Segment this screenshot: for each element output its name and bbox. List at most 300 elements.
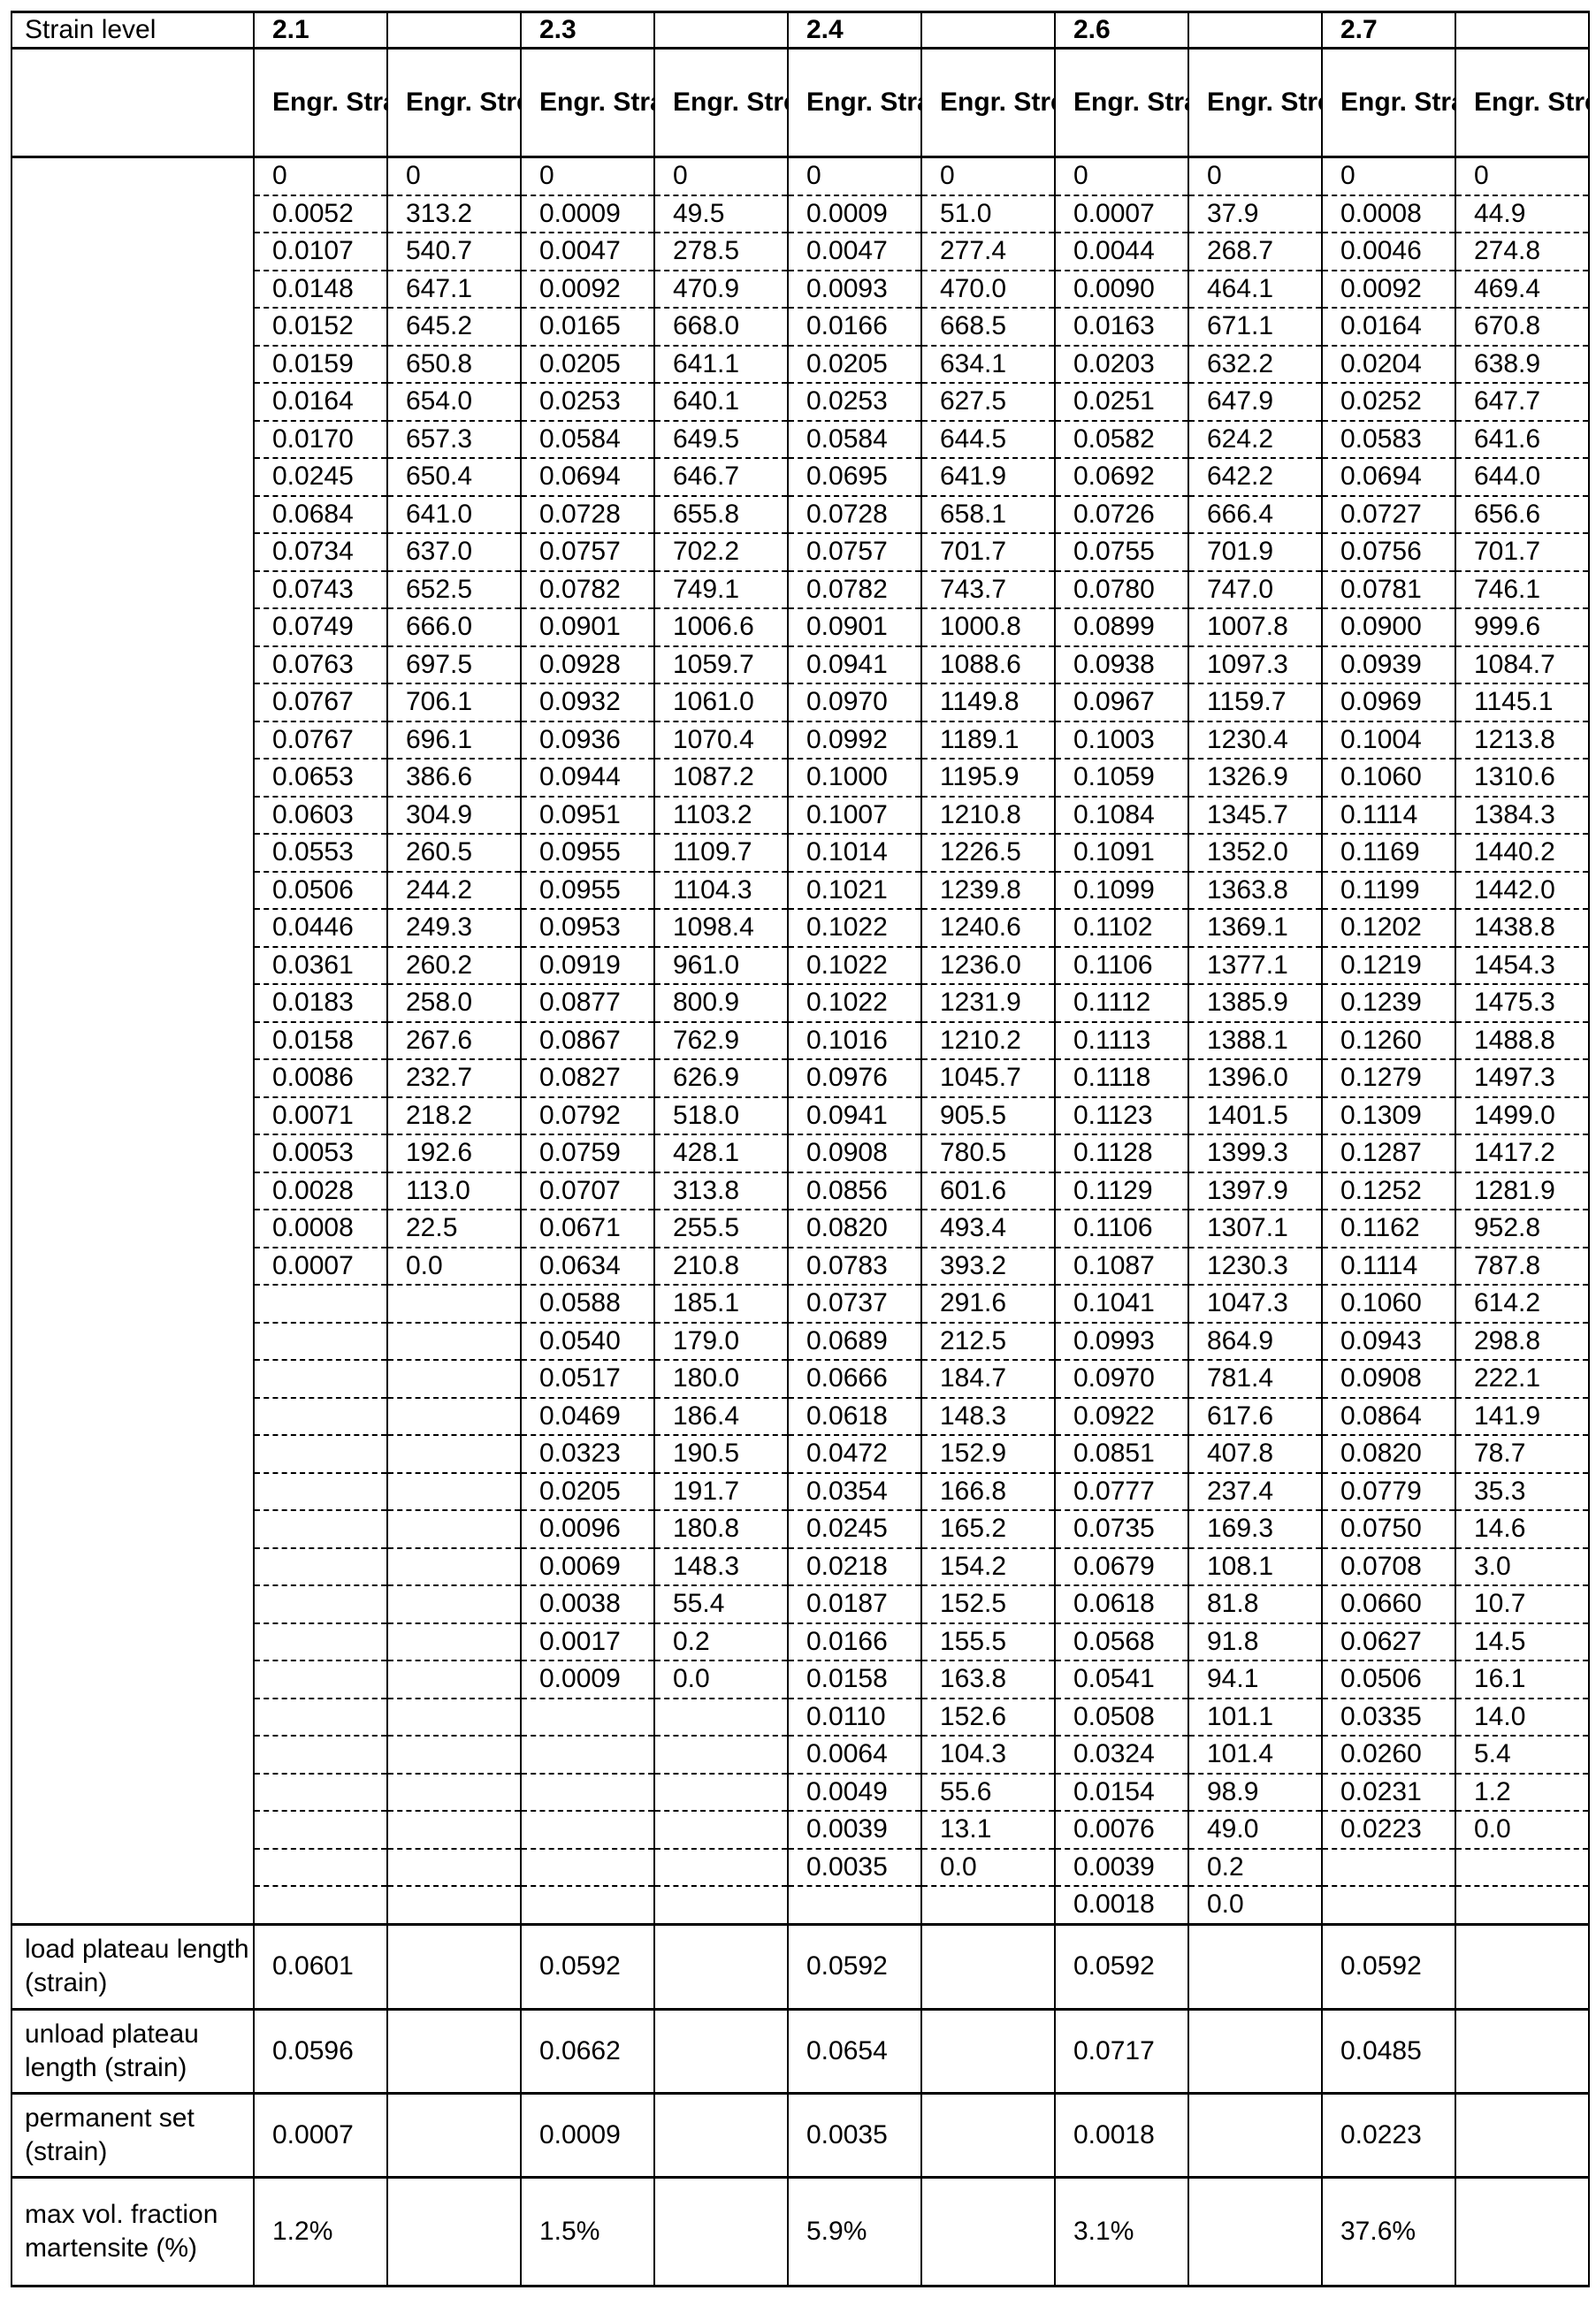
stress-cell: 186.4 — [654, 1398, 788, 1436]
strain-cell — [254, 1435, 387, 1473]
strain-level-label: Strain level — [11, 12, 254, 49]
stress-cell: 671.1 — [1188, 308, 1322, 346]
summary-label: load plateau length (strain) — [11, 1924, 254, 2009]
stress-cell: 255.5 — [654, 1210, 788, 1248]
stress-cell: 1310.6 — [1455, 759, 1589, 797]
summary-row — [11, 1924, 1589, 2009]
strain-cell: 0.0251 — [1055, 383, 1188, 421]
strain-cell: 0.0096 — [521, 1510, 654, 1548]
strain-cell: 0.0009 — [521, 195, 654, 233]
stress-cell: 0.2 — [654, 1623, 788, 1661]
stress-cell: 644.0 — [1455, 458, 1589, 496]
strain-cell: 0.1279 — [1322, 1059, 1455, 1097]
strain-cell: 0.0919 — [521, 947, 654, 985]
strain-level-value: 2.1 — [254, 12, 387, 49]
stress-cell: 638.9 — [1455, 346, 1589, 384]
stress-cell: 1007.8 — [1188, 608, 1322, 646]
strain-cell: 0.0204 — [1322, 346, 1455, 384]
strain-cell: 0.0666 — [788, 1360, 921, 1398]
stress-cell: 22.5 — [387, 1210, 521, 1248]
stress-cell: 666.4 — [1188, 496, 1322, 534]
strain-cell: 0.0183 — [254, 984, 387, 1022]
stress-cell: 0.0 — [387, 1248, 521, 1286]
stress-cell: 14.6 — [1455, 1510, 1589, 1548]
stress-cell: 148.3 — [654, 1548, 788, 1586]
stress-cell: 1098.4 — [654, 909, 788, 947]
strain-cell: 0.0970 — [788, 683, 921, 721]
stress-cell: 1239.8 — [921, 872, 1055, 910]
stress-cell: 0.0 — [921, 1849, 1055, 1887]
strain-cell: 0.1007 — [788, 797, 921, 835]
stress-cell: 641.0 — [387, 496, 521, 534]
stress-cell: 180.8 — [654, 1510, 788, 1548]
stress-cell: 1438.8 — [1455, 909, 1589, 947]
strain-cell: 0.0734 — [254, 533, 387, 571]
strain-cell: 0.0588 — [521, 1285, 654, 1323]
stress-cell: 1088.6 — [921, 646, 1055, 684]
stress-cell: 493.4 — [921, 1210, 1055, 1248]
strain-cell: 0.0955 — [521, 834, 654, 872]
stress-cell: 1384.3 — [1455, 797, 1589, 835]
strain-cell: 0.0944 — [521, 759, 654, 797]
stress-cell: 656.6 — [1455, 496, 1589, 534]
empty-cell — [921, 2093, 1055, 2177]
stress-cell: 232.7 — [387, 1059, 521, 1097]
strain-cell: 0.0939 — [1322, 646, 1455, 684]
stress-cell: 104.3 — [921, 1736, 1055, 1774]
strain-cell: 0.0782 — [521, 571, 654, 609]
empty-cell — [387, 2093, 521, 2177]
stress-cell: 1149.8 — [921, 683, 1055, 721]
strain-cell: 0.0908 — [1322, 1360, 1455, 1398]
stress-cell: 747.0 — [1188, 571, 1322, 609]
stress-cell: 166.8 — [921, 1473, 1055, 1511]
strain-cell: 0.0908 — [788, 1134, 921, 1172]
strain-cell: 0.0187 — [788, 1585, 921, 1623]
empty-cell — [1188, 12, 1322, 49]
stress-cell: 91.8 — [1188, 1623, 1322, 1661]
stress-cell: 141.9 — [1455, 1398, 1589, 1436]
stress-cell: 1240.6 — [921, 909, 1055, 947]
strain-cell: 0.0047 — [521, 233, 654, 271]
strain-cell: 0.0166 — [788, 1623, 921, 1661]
strain-cell: 0.0039 — [788, 1811, 921, 1849]
stress-cell: 13.1 — [921, 1811, 1055, 1849]
strain-cell: 0.0007 — [254, 1248, 387, 1286]
stress-cell: 278.5 — [654, 233, 788, 271]
stress-cell: 3.0 — [1455, 1548, 1589, 1586]
strain-cell: 0.0165 — [521, 308, 654, 346]
stress-cell: 1230.3 — [1188, 1248, 1322, 1286]
stress-cell: 641.6 — [1455, 421, 1589, 459]
strain-cell: 0.0028 — [254, 1172, 387, 1210]
stress-cell: 624.2 — [1188, 421, 1322, 459]
stress-cell — [387, 1623, 521, 1661]
strain-cell: 0.0090 — [1055, 271, 1188, 309]
strain-cell: 0.1022 — [788, 947, 921, 985]
stress-cell: 601.6 — [921, 1172, 1055, 1210]
stress-cell: 696.1 — [387, 721, 521, 760]
strain-cell: 0.1060 — [1322, 1285, 1455, 1323]
stress-cell: 55.4 — [654, 1585, 788, 1623]
strain-cell: 0.0064 — [788, 1736, 921, 1774]
strain-cell: 0.0039 — [1055, 1849, 1188, 1887]
empty-cell — [1455, 12, 1589, 49]
stress-cell — [921, 1886, 1055, 1924]
stress-cell: 1213.8 — [1455, 721, 1589, 760]
stress-cell: 49.0 — [1188, 1811, 1322, 1849]
empty-cell — [654, 2009, 788, 2093]
strain-cell: 0.0899 — [1055, 608, 1188, 646]
stress-cell: 1236.0 — [921, 947, 1055, 985]
stress-cell: 746.1 — [1455, 571, 1589, 609]
stress-cell: 98.9 — [1188, 1774, 1322, 1812]
column-header-stress: Engr. Str — [654, 49, 788, 157]
empty-cell — [654, 1924, 788, 2009]
stress-cell: 1397.9 — [1188, 1172, 1322, 1210]
strain-cell: 0.0827 — [521, 1059, 654, 1097]
empty-cell — [921, 12, 1055, 49]
stress-cell: 1087.2 — [654, 759, 788, 797]
strain-cell: 0.0154 — [1055, 1774, 1188, 1812]
stress-cell: 108.1 — [1188, 1548, 1322, 1586]
strain-cell: 0.0260 — [1322, 1736, 1455, 1774]
stress-cell: 304.9 — [387, 797, 521, 835]
stress-cell: 1210.8 — [921, 797, 1055, 835]
empty-cell — [1188, 2093, 1322, 2177]
stress-cell: 0 — [1188, 157, 1322, 195]
strain-cell: 0.0953 — [521, 909, 654, 947]
strain-cell: 0.1199 — [1322, 872, 1455, 910]
summary-value: 0.0654 — [788, 2009, 921, 2093]
summary-value: 0.0007 — [254, 2093, 387, 2177]
strain-cell: 0.0018 — [1055, 1886, 1188, 1924]
stress-cell: 291.6 — [921, 1285, 1055, 1323]
stress-cell: 780.5 — [921, 1134, 1055, 1172]
stress-cell: 0.2 — [1188, 1849, 1322, 1887]
stress-cell: 163.8 — [921, 1661, 1055, 1699]
empty-cell — [654, 2093, 788, 2177]
stress-cell: 1006.6 — [654, 608, 788, 646]
stress-cell: 148.3 — [921, 1398, 1055, 1436]
strain-cell — [254, 1548, 387, 1586]
strain-cell — [254, 1661, 387, 1699]
empty-cell — [1455, 1924, 1589, 2009]
strain-cell: 0.0047 — [788, 233, 921, 271]
stress-cell: 94.1 — [1188, 1661, 1322, 1699]
strain-cell: 0.1003 — [1055, 721, 1188, 760]
stress-cell: 654.0 — [387, 383, 521, 421]
stress-cell: 237.4 — [1188, 1473, 1322, 1511]
summary-value: 0.0018 — [1055, 2093, 1188, 2177]
strain-cell — [254, 1849, 387, 1887]
empty-cell — [1455, 2093, 1589, 2177]
strain-cell: 0.0851 — [1055, 1435, 1188, 1473]
strain-cell: 0.0049 — [788, 1774, 921, 1812]
strain-cell: 0.0159 — [254, 346, 387, 384]
strain-cell: 0.0820 — [1322, 1435, 1455, 1473]
strain-cell: 0.0707 — [521, 1172, 654, 1210]
stress-cell — [387, 1473, 521, 1511]
stress-cell: 702.2 — [654, 533, 788, 571]
stress-cell: 1454.3 — [1455, 947, 1589, 985]
column-header-stress: Engr. Str — [1455, 49, 1589, 157]
strain-cell — [254, 1736, 387, 1774]
summary-value: 0.0662 — [521, 2009, 654, 2093]
summary-value: 3.1% — [1055, 2177, 1188, 2286]
strain-cell: 0.0750 — [1322, 1510, 1455, 1548]
strain-cell: 0.0756 — [1322, 533, 1455, 571]
stress-cell: 762.9 — [654, 1022, 788, 1060]
strain-cell: 0.1252 — [1322, 1172, 1455, 1210]
strain-cell: 0.0252 — [1322, 383, 1455, 421]
stress-cell: 1059.7 — [654, 646, 788, 684]
stress-cell: 1385.9 — [1188, 984, 1322, 1022]
strain-cell: 0.1014 — [788, 834, 921, 872]
stress-cell: 191.7 — [654, 1473, 788, 1511]
strain-cell: 0.0951 — [521, 797, 654, 835]
stress-cell — [387, 1736, 521, 1774]
strain-cell: 0.0726 — [1055, 496, 1188, 534]
column-header-stress: Engr. Str — [1188, 49, 1322, 157]
strain-cell: 0.0245 — [788, 1510, 921, 1548]
stress-cell: 645.2 — [387, 308, 521, 346]
stress-cell: 647.7 — [1455, 383, 1589, 421]
stress-cell — [387, 1811, 521, 1849]
stress-cell: 642.2 — [1188, 458, 1322, 496]
strain-cell: 0.1162 — [1322, 1210, 1455, 1248]
stress-cell: 10.7 — [1455, 1585, 1589, 1623]
stress-cell — [387, 1323, 521, 1361]
stress-cell — [1455, 1886, 1589, 1924]
strain-cell: 0.0864 — [1322, 1398, 1455, 1436]
strain-cell — [254, 1811, 387, 1849]
summary-value: 0.0592 — [1322, 1924, 1455, 2009]
strain-cell — [254, 1699, 387, 1737]
strain-cell: 0.0767 — [254, 721, 387, 760]
strain-cell: 0.0245 — [254, 458, 387, 496]
stress-cell — [387, 1699, 521, 1737]
strain-cell: 0 — [1055, 157, 1188, 195]
strain-cell: 0.0759 — [521, 1134, 654, 1172]
row-label-empty — [11, 157, 254, 1925]
stress-cell: 152.5 — [921, 1585, 1055, 1623]
stress-cell: 49.5 — [654, 195, 788, 233]
strain-cell: 0.0148 — [254, 271, 387, 309]
strain-cell: 0.0007 — [1055, 195, 1188, 233]
empty-cell — [921, 1924, 1055, 2009]
stress-cell: 313.8 — [654, 1172, 788, 1210]
strain-cell — [788, 1886, 921, 1924]
stress-cell: 1097.3 — [1188, 646, 1322, 684]
empty-cell — [654, 2177, 788, 2286]
stress-cell: 1363.8 — [1188, 872, 1322, 910]
strain-cell: 0.1087 — [1055, 1248, 1188, 1286]
column-header-stress: Engr. Str — [387, 49, 521, 157]
summary-value: 0.0009 — [521, 2093, 654, 2177]
strain-cell: 0.1004 — [1322, 721, 1455, 760]
strain-cell: 0.0158 — [254, 1022, 387, 1060]
stress-cell: 1369.1 — [1188, 909, 1322, 947]
stress-cell: 1326.9 — [1188, 759, 1322, 797]
strain-cell: 0.1059 — [1055, 759, 1188, 797]
summary-value: 0.0596 — [254, 2009, 387, 2093]
stress-cell: 650.8 — [387, 346, 521, 384]
strain-cell: 0.1102 — [1055, 909, 1188, 947]
strain-cell: 0.0932 — [521, 683, 654, 721]
stress-cell: 646.7 — [654, 458, 788, 496]
stress-cell — [387, 1661, 521, 1699]
strain-cell: 0.0508 — [1055, 1699, 1188, 1737]
strain-cell: 0.0541 — [1055, 1661, 1188, 1699]
column-header-stress: Engr. Str — [921, 49, 1055, 157]
strain-cell: 0.0092 — [521, 271, 654, 309]
summary-value: 0.0592 — [1055, 1924, 1188, 2009]
stress-cell: 218.2 — [387, 1097, 521, 1135]
stress-strain-table — [11, 11, 1590, 2287]
strain-cell: 0.0086 — [254, 1059, 387, 1097]
stress-cell: 1475.3 — [1455, 984, 1589, 1022]
stress-cell: 44.9 — [1455, 195, 1589, 233]
stress-cell: 649.5 — [654, 421, 788, 459]
strain-cell — [254, 1774, 387, 1812]
stress-cell: 180.0 — [654, 1360, 788, 1398]
strain-cell: 0.0755 — [1055, 533, 1188, 571]
stress-cell: 614.2 — [1455, 1285, 1589, 1323]
strain-cell: 0.0867 — [521, 1022, 654, 1060]
stress-cell: 185.1 — [654, 1285, 788, 1323]
strain-cell: 0.1106 — [1055, 1210, 1188, 1248]
empty-cell — [11, 49, 254, 157]
strain-cell — [254, 1623, 387, 1661]
stress-cell: 0.0 — [1455, 1811, 1589, 1849]
strain-cell: 0.0782 — [788, 571, 921, 609]
strain-cell: 0.1114 — [1322, 797, 1455, 835]
stress-cell: 0.0 — [1188, 1886, 1322, 1924]
strain-cell: 0.1129 — [1055, 1172, 1188, 1210]
stress-cell: 706.1 — [387, 683, 521, 721]
strain-cell: 0.0253 — [521, 383, 654, 421]
strain-cell — [521, 1774, 654, 1812]
stress-cell: 222.1 — [1455, 1360, 1589, 1398]
strain-cell: 0.0627 — [1322, 1623, 1455, 1661]
stress-cell: 1061.0 — [654, 683, 788, 721]
strain-cell: 0.0044 — [1055, 233, 1188, 271]
strain-cell: 0.0922 — [1055, 1398, 1188, 1436]
stress-cell: 1442.0 — [1455, 872, 1589, 910]
stress-cell — [654, 1886, 788, 1924]
stress-cell — [654, 1774, 788, 1812]
stress-cell: 5.4 — [1455, 1736, 1589, 1774]
strain-cell: 0.1099 — [1055, 872, 1188, 910]
summary-label: unload plateau length (strain) — [11, 2009, 254, 2093]
strain-cell: 0.1022 — [788, 984, 921, 1022]
strain-cell: 0.1000 — [788, 759, 921, 797]
strain-cell: 0.0223 — [1322, 1811, 1455, 1849]
strain-cell: 0.0323 — [521, 1435, 654, 1473]
stress-cell: 14.0 — [1455, 1699, 1589, 1737]
stress-cell — [387, 1285, 521, 1323]
stress-cell: 155.5 — [921, 1623, 1055, 1661]
strain-cell: 0.0692 — [1055, 458, 1188, 496]
empty-cell — [921, 2009, 1055, 2093]
stress-cell: 1497.3 — [1455, 1059, 1589, 1097]
stress-cell — [387, 1849, 521, 1887]
stress-cell: 190.5 — [654, 1435, 788, 1473]
strain-cell: 0.1309 — [1322, 1097, 1455, 1135]
stress-cell: 1488.8 — [1455, 1022, 1589, 1060]
stress-cell: 641.9 — [921, 458, 1055, 496]
strain-cell — [1322, 1886, 1455, 1924]
strain-cell: 0.0582 — [1055, 421, 1188, 459]
stress-cell — [387, 1585, 521, 1623]
table-row — [11, 157, 1589, 195]
stress-cell: 1226.5 — [921, 834, 1055, 872]
strain-cell: 0.1202 — [1322, 909, 1455, 947]
strain-cell: 0.0694 — [1322, 458, 1455, 496]
strain-cell: 0.0205 — [788, 346, 921, 384]
strain-cell — [254, 1473, 387, 1511]
stress-cell: 407.8 — [1188, 1435, 1322, 1473]
stress-cell: 464.1 — [1188, 271, 1322, 309]
stress-cell: 258.0 — [387, 984, 521, 1022]
stress-cell: 469.4 — [1455, 271, 1589, 309]
stress-cell: 179.0 — [654, 1323, 788, 1361]
stress-cell: 0 — [1455, 157, 1589, 195]
stress-cell: 1377.1 — [1188, 947, 1322, 985]
stress-cell: 999.6 — [1455, 608, 1589, 646]
stress-cell — [654, 1849, 788, 1887]
strain-cell: 0.0583 — [1322, 421, 1455, 459]
stress-cell: 864.9 — [1188, 1323, 1322, 1361]
strain-level-value: 2.6 — [1055, 12, 1188, 49]
strain-cell: 0.0008 — [254, 1210, 387, 1248]
strain-cell — [254, 1585, 387, 1623]
strain-cell: 0.0253 — [788, 383, 921, 421]
strain-cell: 0.0969 — [1322, 683, 1455, 721]
strain-cell: 0.1219 — [1322, 947, 1455, 985]
strain-cell: 0.0767 — [254, 683, 387, 721]
strain-level-value: 2.4 — [788, 12, 921, 49]
header-row-columns — [11, 49, 1589, 157]
strain-cell: 0.0694 — [521, 458, 654, 496]
stress-cell: 637.0 — [387, 533, 521, 571]
stress-cell: 1145.1 — [1455, 683, 1589, 721]
stress-cell: 470.0 — [921, 271, 1055, 309]
strain-cell: 0.0506 — [254, 872, 387, 910]
empty-cell — [387, 12, 521, 49]
stress-cell: 268.7 — [1188, 233, 1322, 271]
stress-cell: 781.4 — [1188, 1360, 1322, 1398]
stress-cell: 313.2 — [387, 195, 521, 233]
stress-cell: 540.7 — [387, 233, 521, 271]
stress-cell — [654, 1811, 788, 1849]
stress-cell — [387, 1435, 521, 1473]
strain-cell: 0.1118 — [1055, 1059, 1188, 1097]
strain-level-value: 2.3 — [521, 12, 654, 49]
summary-row — [11, 2009, 1589, 2093]
stress-cell: 1070.4 — [654, 721, 788, 760]
strain-cell: 0.0660 — [1322, 1585, 1455, 1623]
strain-cell: 0.0993 — [1055, 1323, 1188, 1361]
strain-cell: 0.0107 — [254, 233, 387, 271]
stress-cell: 1210.2 — [921, 1022, 1055, 1060]
stress-cell: 1440.2 — [1455, 834, 1589, 872]
strain-cell: 0.1106 — [1055, 947, 1188, 985]
stress-cell — [387, 1360, 521, 1398]
strain-cell: 0.1239 — [1322, 984, 1455, 1022]
strain-cell: 0.0164 — [254, 383, 387, 421]
